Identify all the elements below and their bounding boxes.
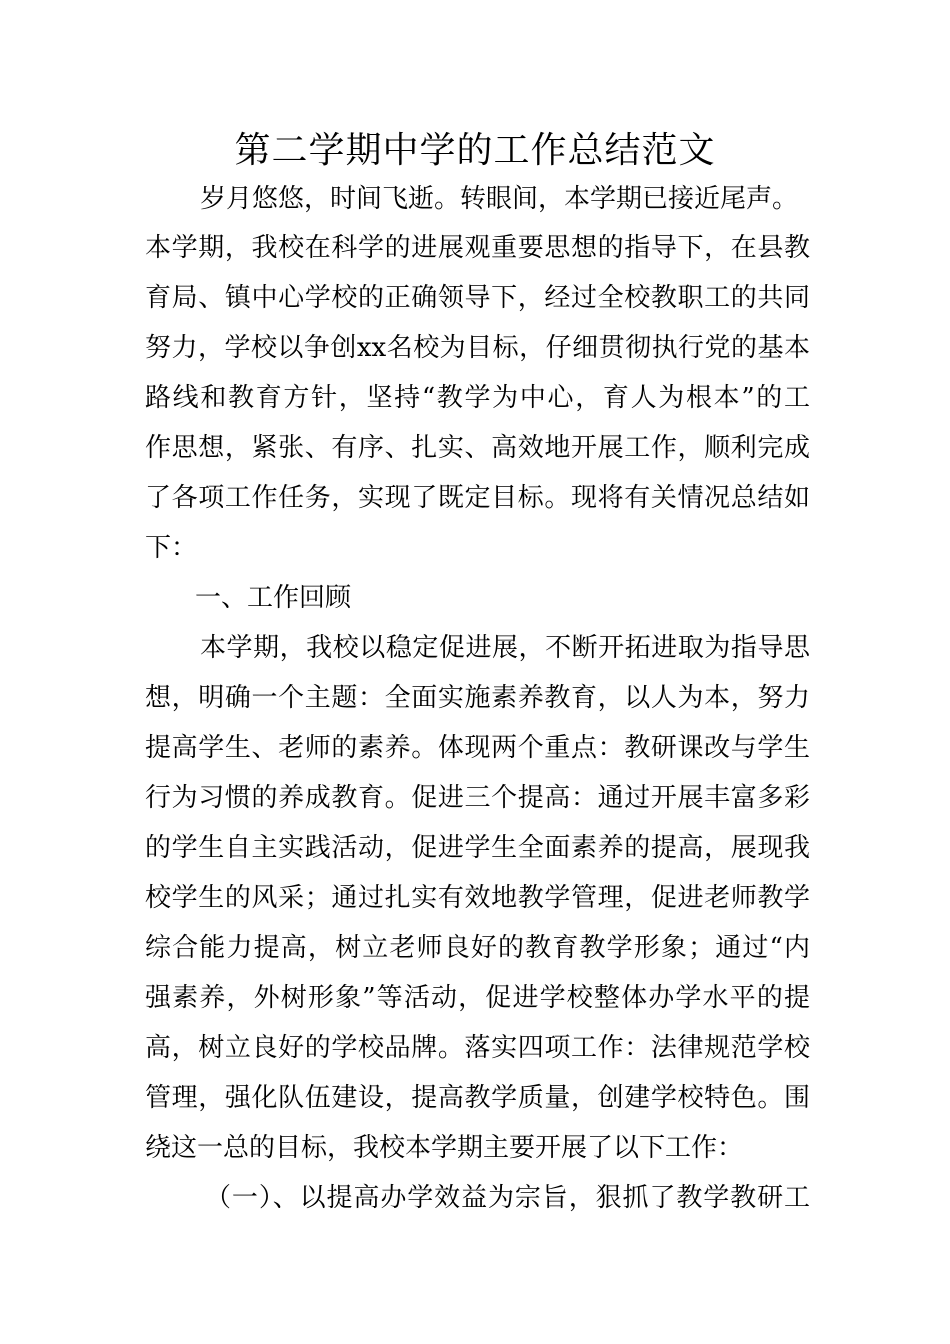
paragraph-line: 想，明确一个主题：全面实施素养教育，以人为本，努力 xyxy=(145,683,810,713)
paragraph-line: 了各项工作任务，实现了既定目标。现将有关情况总结如 xyxy=(145,483,810,513)
paragraph-line: 本学期，我校在科学的进展观重要思想的指导下，在县教 xyxy=(145,233,810,263)
paragraph-line: 绕这一总的目标，我校本学期主要开展了以下工作： xyxy=(145,1133,744,1163)
paragraph-line: 努力，学校以争创xx名校为目标，仔细贯彻执行党的基本 xyxy=(145,333,810,363)
paragraph-line: 下： xyxy=(145,533,198,563)
paragraph-line: 本学期，我校以稳定促进展，不断开拓进取为指导思 xyxy=(200,633,810,663)
paragraph-line: 岁月悠悠，时间飞逝。转眼间，本学期已接近尾声。 xyxy=(200,184,799,214)
paragraph-line: 育局、镇中心学校的正确领导下，经过全校教职工的共同 xyxy=(145,283,810,313)
subsection-heading: （一）、以提高办学效益为宗旨，狠抓了教学教研工 xyxy=(205,1183,810,1213)
section-heading: 一、工作回顾 xyxy=(195,583,352,613)
paragraph-line: 路线和教育方针，坚持“教学为中心，育人为根本”的工 xyxy=(145,383,810,413)
paragraph-line: 综合能力提高，树立老师良好的教育教学形象；通过“内 xyxy=(145,933,810,963)
paragraph-line: 强素养，外树形象”等活动，促进学校整体办学水平的提 xyxy=(145,983,810,1013)
paragraph-line: 管理，强化队伍建设，提高教学质量，创建学校特色。围 xyxy=(145,1083,810,1113)
paragraph-line: 提高学生、老师的素养。体现两个重点：教研课改与学生 xyxy=(145,733,810,763)
paragraph-line: 行为习惯的养成教育。促进三个提高：通过开展丰富多彩 xyxy=(145,783,810,813)
paragraph-line: 作思想，紧张、有序、扎实、高效地开展工作，顺利完成 xyxy=(145,433,810,463)
document-title: 第二学期中学的工作总结范文 xyxy=(234,130,716,171)
paragraph-line: 高，树立良好的学校品牌。落实四项工作：法律规范学校 xyxy=(145,1033,810,1063)
paragraph-line: 校学生的风采；通过扎实有效地教学管理，促进老师教学 xyxy=(145,883,810,913)
paragraph-line: 的学生自主实践活动，促进学生全面素养的提高，展现我 xyxy=(145,833,810,863)
